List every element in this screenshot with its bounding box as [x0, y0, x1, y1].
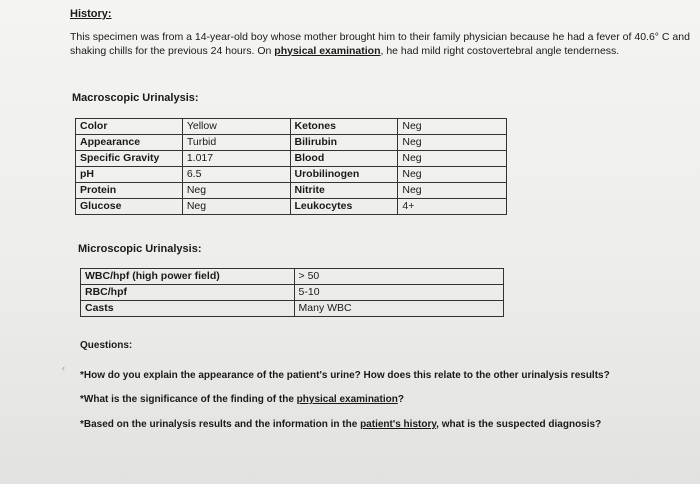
macroscopic-row: [76, 151, 507, 167]
macro-value: Neg: [182, 183, 290, 199]
macroscopic-row: [76, 183, 507, 199]
macro-label: Urobilinogen: [290, 167, 398, 183]
macro-label: Appearance: [76, 135, 183, 151]
question-2-text-a: *What is the significance of the finding of the: [80, 394, 297, 405]
micro-value: 5-10: [294, 285, 503, 301]
micro-value: > 50: [294, 269, 503, 285]
macro-label: Color: [76, 119, 183, 135]
macroscopic-row: [76, 119, 507, 135]
macro-label: Protein: [76, 183, 183, 199]
macro-value: Neg: [398, 167, 507, 183]
question-2: [80, 394, 404, 405]
physical-examination-link-2[interactable]: physical examination: [296, 394, 398, 405]
macro-value: Neg: [182, 199, 290, 215]
page-mark: ‹: [62, 363, 65, 373]
history-text-1: This specimen was from a 14-year-old boy whose mother brought him to their family physician because he had a fever of 40.6° C and shaking chills for the previous 24 hours. On: [70, 31, 690, 57]
question-3: [80, 419, 601, 430]
macro-value: Turbid: [182, 135, 290, 151]
question-3-text-b: , what is the suspected diagnosis?: [436, 419, 602, 430]
history-heading: History:: [70, 8, 112, 20]
microscopic-table: [80, 268, 504, 317]
macro-label: Blood: [290, 151, 398, 167]
microscopic-row: [81, 269, 504, 285]
macro-value: Neg: [398, 183, 507, 199]
macro-label: Glucose: [76, 199, 183, 215]
history-paragraph: [70, 31, 690, 58]
question-3-text-a: *Based on the urinalysis results and the information in the: [80, 419, 361, 430]
macro-label: Ketones: [290, 119, 398, 135]
macro-value: Neg: [398, 135, 507, 151]
macroscopic-row: [76, 135, 507, 151]
patient-history-link[interactable]: patient's history: [360, 419, 437, 430]
macro-value: 1.017: [182, 151, 290, 167]
macro-label: Bilirubin: [290, 135, 398, 151]
macro-value: 4+: [398, 199, 507, 215]
macro-value: Neg: [398, 151, 507, 167]
history-text-2: , he had mild right costovertebral angle tenderness.: [380, 44, 620, 57]
microscopic-row: [81, 301, 504, 317]
macroscopic-heading: Macroscopic Urinalysis:: [72, 92, 199, 104]
macroscopic-row: [76, 199, 507, 215]
macroscopic-table: [75, 118, 507, 215]
question-2-text-b: ?: [397, 394, 404, 405]
microscopic-heading: Microscopic Urinalysis:: [78, 243, 202, 255]
physical-examination-link[interactable]: physical examination: [274, 44, 381, 57]
micro-label: Casts: [81, 301, 295, 317]
macro-label: Leukocytes: [290, 199, 398, 215]
macro-value: Yellow: [182, 119, 290, 135]
macro-label: Specific Gravity: [76, 151, 183, 167]
micro-label: RBC/hpf: [81, 285, 295, 301]
micro-label: WBC/hpf (high power field): [81, 269, 295, 285]
macro-value: 6.5: [182, 167, 290, 183]
question-1: *How do you explain the appearance of the patient's urine? How does this relate to the other urinalysis results?: [80, 370, 610, 381]
questions-heading: Questions:: [80, 340, 133, 351]
macro-value: Neg: [398, 119, 507, 135]
macroscopic-row: [76, 167, 507, 183]
microscopic-row: [81, 285, 504, 301]
micro-value: Many WBC: [294, 301, 503, 317]
macro-label: pH: [76, 167, 183, 183]
macro-label: Nitrite: [290, 183, 398, 199]
